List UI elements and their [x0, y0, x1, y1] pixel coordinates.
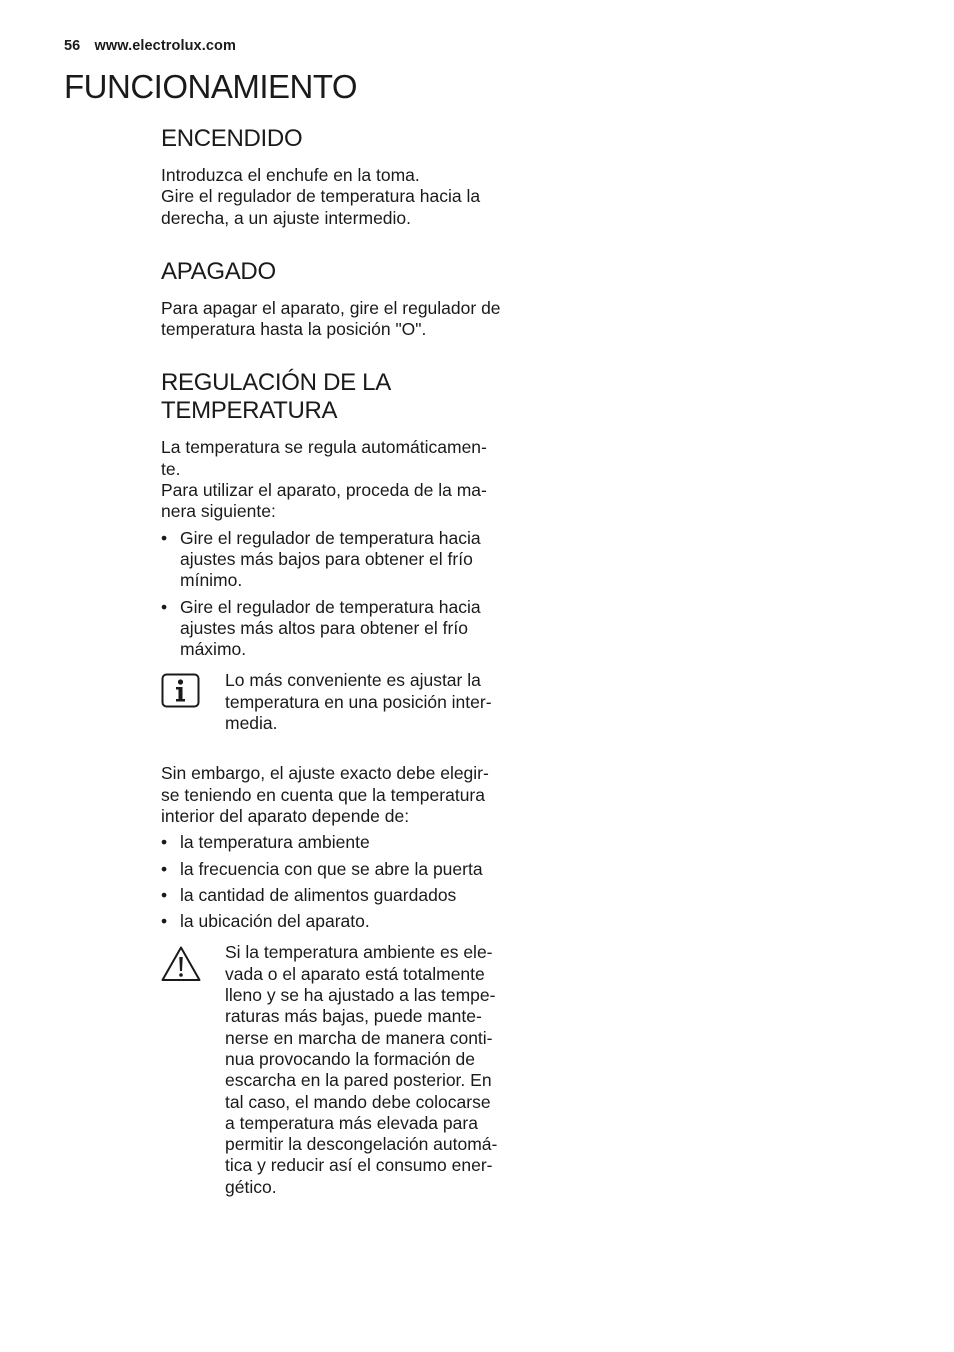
list-item: • la frecuencia con que se abre la puerta — [161, 859, 521, 880]
info-icon — [161, 670, 225, 734]
regulacion-intro: La temperatura se regula automáticamen- te. Para utilizar el aparato, proceda de la ma- nera siguiente: — [161, 437, 487, 522]
warning-icon — [161, 942, 225, 1198]
list-item: • la temperatura ambiente — [161, 832, 521, 853]
regulacion-para2: Sin embargo, el ajuste exacto debe elegir- se teniendo en cuenta que la temperatura interior del aparato depende de: — [161, 763, 489, 826]
list-item: • Gire el regulador de temperatura hacia ajustes más bajos para obtener el frío mínimo. — [161, 528, 521, 592]
section-encendido — [161, 125, 521, 229]
section-regulacion — [161, 369, 521, 1198]
section-title-regulacion: REGULACIÓN DE LA TEMPERATURA — [161, 369, 391, 425]
section-title-encendido: ENCENDIDO — [161, 125, 303, 152]
page-header — [64, 38, 236, 54]
list-item: • la ubicación del aparato. — [161, 911, 521, 932]
info-note-text: Lo más conveniente es ajustar la temperatura en una posición inter- media. — [225, 670, 492, 734]
apagado-text: Para apagar el aparato, gire el regulador de temperatura hasta la posición "O". — [161, 297, 501, 340]
factors-bullet-list — [161, 832, 521, 932]
settings-bullet-list — [161, 528, 521, 661]
section-title-apagado: APAGADO — [161, 257, 276, 285]
info-note — [161, 670, 521, 734]
website-url: www.electrolux.com — [94, 38, 236, 54]
list-item: • Gire el regulador de temperatura hacia ajustes más altos para obtener el frío máximo. — [161, 597, 521, 661]
page-number: 56 — [64, 38, 81, 54]
section-apagado — [161, 258, 521, 341]
warning-note — [161, 942, 521, 1198]
main-content — [161, 125, 521, 1227]
page-title: FUNCIONAMIENTO — [64, 68, 358, 105]
warning-note-text: Si la temperatura ambiente es ele- vada o el aparato está totalmente lleno y se ha ajustado a las tempe- raturas más bajas, puede mante- nerse en marcha de manera conti- nua provocando la formación de escarcha en la pared posterior. En tal caso, el mando debe colocarse a temperatura más elevada para permitir la descongelación automá- tica y reducir así el consumo ener- gético. — [225, 942, 498, 1197]
list-item: • la cantidad de alimentos guardados — [161, 885, 521, 906]
encendido-text: Introduzca el enchufe en la toma. Gire el regulador de temperatura hacia la derecha, a un ajuste intermedio. — [161, 165, 481, 228]
